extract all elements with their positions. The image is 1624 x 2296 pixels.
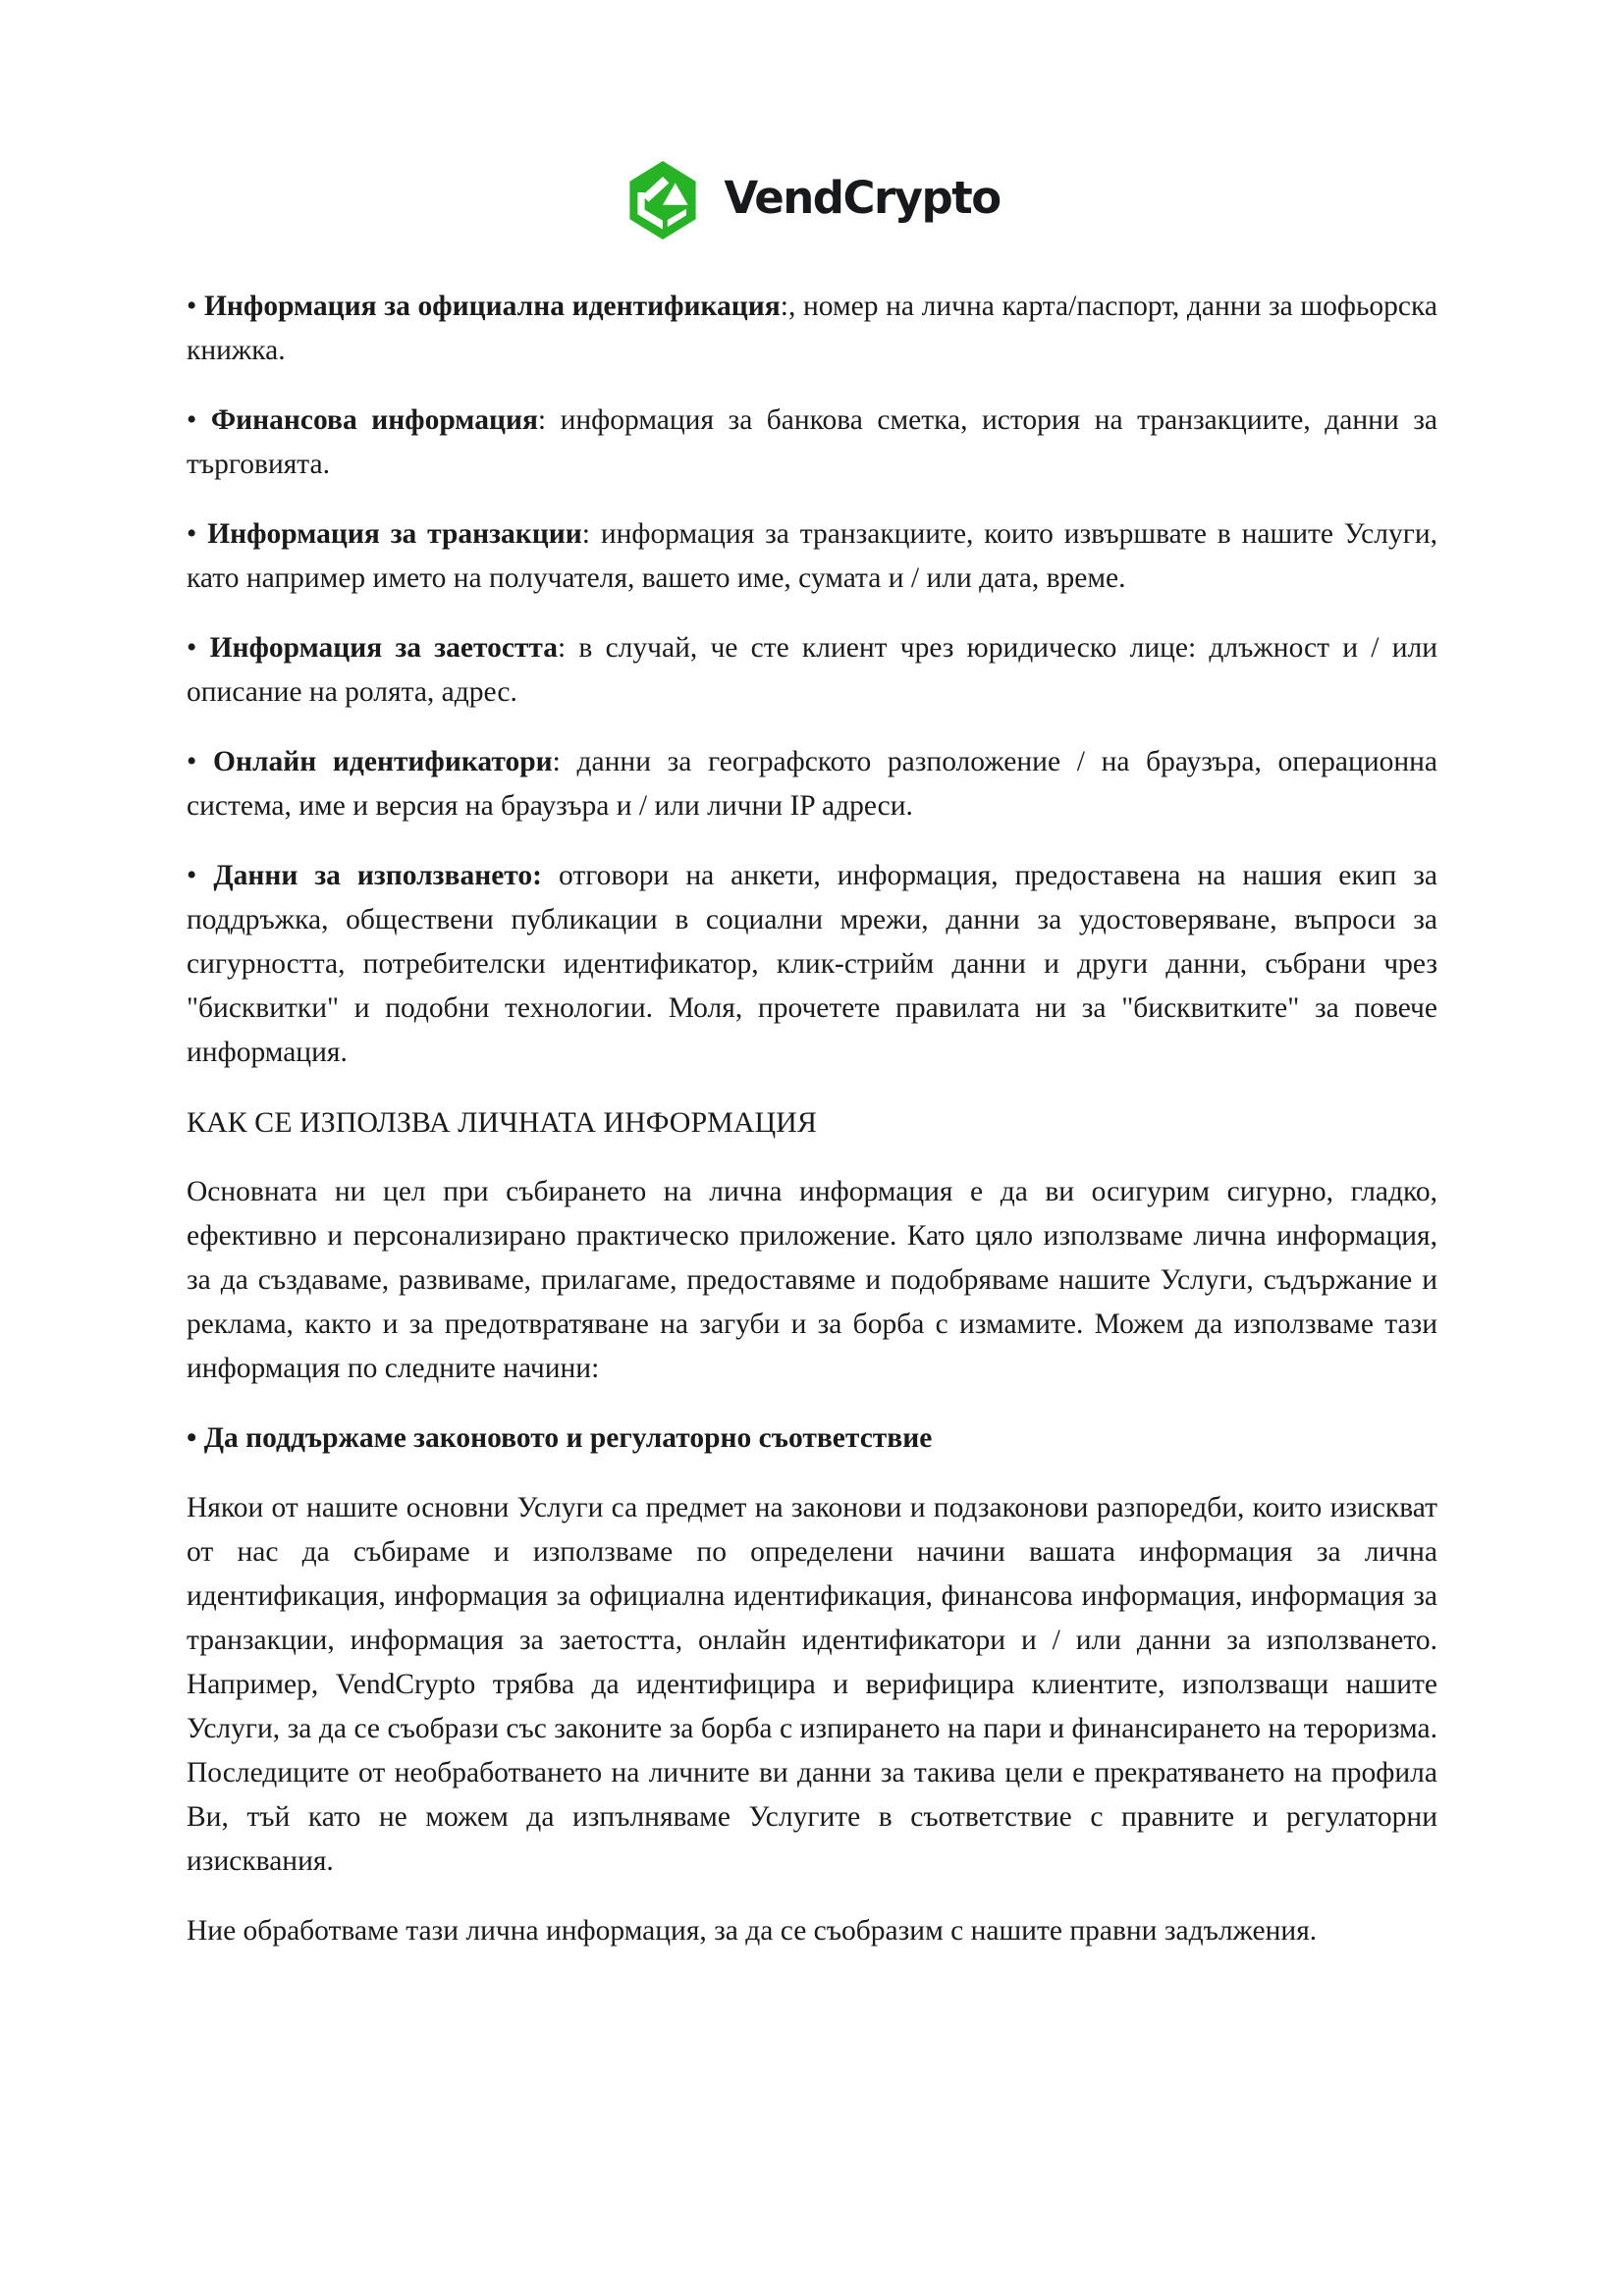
section-heading-how-info-used: КАК СЕ ИЗПОЛЗВА ЛИЧНАТА ИНФОРМАЦИЯ (187, 1106, 817, 1139)
bullet-marker: • (187, 860, 214, 891)
bullet-marker: • (187, 746, 214, 777)
info-bullet-usage-data (187, 854, 1437, 1075)
bullet-text: : в случай, че сте клиент чрез юридическо лице: длъжност и / или описание на ролята, адрес. (187, 632, 1437, 708)
purpose-bullet-compliance (187, 1416, 1437, 1461)
bullet-text: : данни за географското разположение / на браузъра, операционна система, име и версия на браузъра и / или лични IP адреси. (187, 746, 1438, 822)
bullet-label: Информация за транзакции (207, 518, 582, 550)
bullet-label: Информация за заетостта (209, 632, 559, 664)
brand-wordmark: VendCrypto (724, 171, 1001, 224)
bullet-marker: • (187, 404, 211, 436)
logo (187, 0, 1437, 241)
bullet-label: Данни за използването: (213, 860, 542, 891)
closing-paragraph: Ние обработваме тази лична информация, за да се съобразим с нашите правни задължения. (187, 1915, 1318, 1947)
intro-paragraph: Основната ни цел при събирането на лична информация е да ви осигурим сигурно, гладко, ефективно и персонализирано практическо приложение. Като цяло използваме лична информация, за да създаваме, развиваме, прилагаме, предоставяме и подобряваме нашите Услуги, съдържание и реклама, както и за предотвратяване на загуби и за борба с измамите. Можем да използваме тази информация по следните начини: (187, 1176, 1437, 1384)
bullet-label: Финансова информация (210, 404, 538, 436)
bullet-text: отговори на анкети, информация, предоставена на нашия екип за поддръжка, обществени публикации в социални мрежи, данни за удостоверяване, въпроси за сигурността, потребителски идентификатор, клик-стрийм данни и други данни, събрани чрез "бисквитки" и подобни технологии. Моля, прочетете правилата ни за "бисквитките" за повече информация. (187, 860, 1437, 1068)
info-bullet-official-id (187, 285, 1437, 373)
compliance-paragraph: Някои от нашите основни Услуги са предмет на законови и подзаконови разпоредби, които изискват от нас да събираме и използваме по определени начини вашата информация за лична идентификация, информация за официална идентификация, финансова информация, информация за транзакции, информация за заетостта, онлайн идентификатори и / или данни за използването. Например, VendCrypto трябва да идентифицира и верифицира клиентите, използващи нашите Услуги, за да се съобрази със законите за борба с изпирането на пари и финансирането на тероризма. Последиците от необработването на личните ви данни за такива цели е прекратяването на профила Ви, тъй като не можем да изпълняваме Услугите в съответствие с правните и регулаторни изисквания. (187, 1492, 1437, 1877)
bullet-text: :, номер на лична карта/паспорт, данни за шофьорска книжка. (187, 291, 1437, 366)
bullet-marker: • (187, 291, 204, 322)
bullet-label: Да поддържаме законовото и регулаторно съответствие (203, 1422, 933, 1454)
bullet-marker: • (187, 518, 208, 550)
bullet-label: Информация за официална идентификация (203, 291, 781, 322)
info-bullet-online-identifiers (187, 740, 1437, 828)
bullet-text: : информация за транзакциите, които извършвате в нашите Услуги, като например името на получателя, вашето име, сумата и / или дата, време. (187, 518, 1437, 594)
hexagon-cube-logo-icon (623, 159, 702, 241)
document-body (187, 285, 1437, 1953)
bullet-marker: • (187, 1422, 204, 1454)
bullet-marker: • (187, 632, 210, 664)
bullet-label: Онлайн идентификатори (213, 746, 553, 777)
info-bullet-transactions (187, 512, 1437, 601)
bullet-text: : информация за банкова сметка, история на транзакциите, данни за търговията. (187, 404, 1437, 480)
info-bullet-financial (187, 399, 1437, 487)
info-bullet-employment (187, 626, 1437, 715)
